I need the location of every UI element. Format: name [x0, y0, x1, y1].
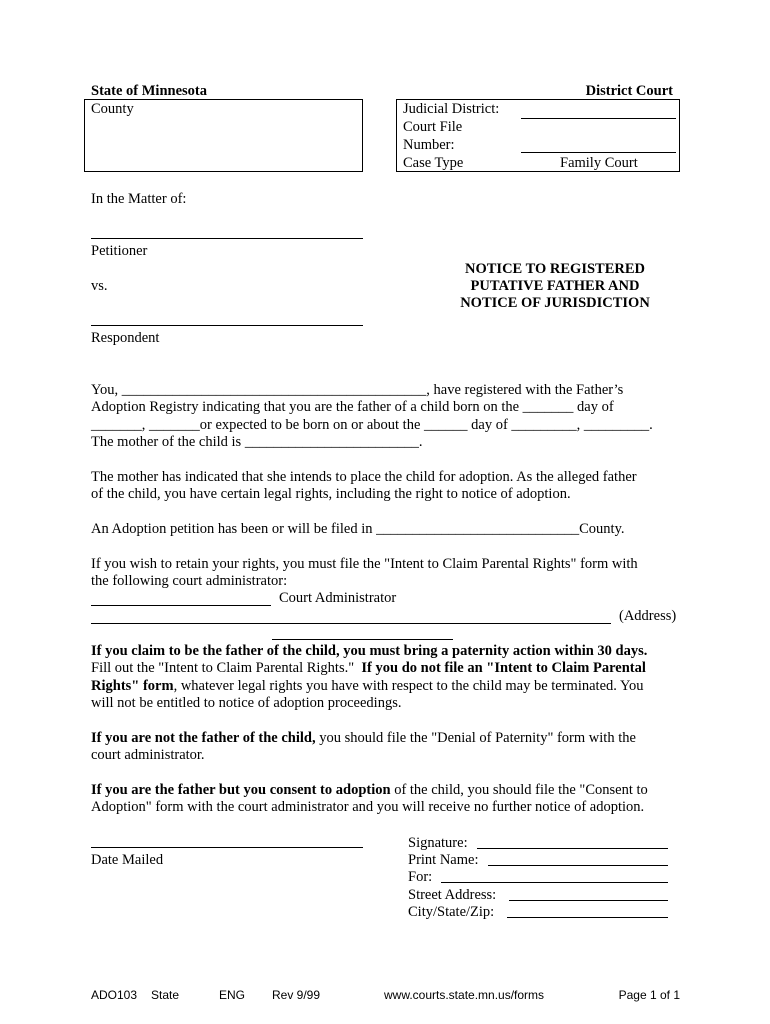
print-name-label: Print Name:: [408, 852, 479, 868]
number-label: Number:: [403, 137, 455, 153]
intent-claim-warning: If you do not file an "Intent to Claim Parental: [361, 660, 646, 676]
rights-terminated-text: , whatever legal rights you have with respect to the child may be terminated. You: [173, 678, 644, 694]
consent-text: of the child, you should file the "Consent to: [390, 782, 648, 798]
court-address-field[interactable]: [91, 623, 611, 624]
retain-rights-line-2: the following court administrator:: [91, 573, 288, 589]
state-heading: State of Minnesota: [91, 83, 207, 99]
form-code: ADO103: [91, 988, 138, 1002]
in-the-matter-label: In the Matter of:: [91, 191, 187, 207]
county-label: County: [91, 101, 134, 117]
intent-claim-line: [91, 660, 646, 677]
print-name-field[interactable]: [488, 865, 668, 866]
case-type-label: Case Type: [403, 155, 464, 171]
vs-label: vs.: [91, 278, 108, 294]
footer-url[interactable]: www.courts.state.mn.us/forms: [384, 988, 545, 1002]
for-field[interactable]: [441, 882, 668, 883]
judicial-district-field[interactable]: [521, 118, 676, 119]
consent-condition: If you are the father but you consent to adoption: [91, 782, 391, 798]
paternity-action-warning: If you claim to be the father of the child, you must bring a paternity action within 30 days.: [91, 643, 648, 659]
consent-line: [91, 782, 648, 799]
rights-terminated-line: [91, 678, 643, 695]
city-state-zip-label: City/State/Zip:: [408, 904, 495, 920]
footer-language: ENG: [219, 988, 246, 1002]
registry-text-line-1: You, __________________________________________, have registered with the Father’s: [91, 382, 624, 398]
petitioner-label: Petitioner: [91, 243, 148, 259]
court-administrator-label: Court Administrator: [279, 590, 397, 606]
registry-text-line-4: The mother of the child is ________________________.: [91, 434, 423, 450]
respondent-name-field[interactable]: [91, 325, 363, 326]
consent-line-2: Adoption" form with the court administrator and you will receive no further notice of adoption.: [91, 799, 645, 815]
page-number: Page 1 of 1: [618, 988, 680, 1002]
court-file-label: Court File: [403, 119, 463, 135]
date-mailed-field[interactable]: [91, 847, 363, 848]
signature-label: Signature:: [408, 835, 468, 851]
extra-blank-line[interactable]: [272, 639, 453, 640]
denial-paternity-text: you should file the "Denial of Paternity" form with the: [315, 730, 636, 746]
street-address-field[interactable]: [509, 900, 668, 901]
no-notice-text: will not be entitled to notice of adoption proceedings.: [91, 695, 402, 711]
street-address-label: Street Address:: [408, 887, 497, 903]
mother-intent-line-1: The mother has indicated that she intends to place the child for adoption. As the alleged father: [91, 469, 637, 485]
date-mailed-label: Date Mailed: [91, 852, 164, 868]
respondent-label: Respondent: [91, 330, 160, 346]
footer-revision: Rev 9/99: [272, 988, 321, 1002]
judicial-district-label: Judicial District:: [403, 101, 500, 117]
registry-text-line-3: _______, _______or expected to be born on or about the ______ day of _________, _________.: [91, 417, 653, 433]
rights-form-label: Rights" form: [91, 678, 174, 694]
court-heading: District Court: [585, 83, 673, 99]
not-father-line-2: court administrator.: [91, 747, 205, 763]
title-line-3: NOTICE OF JURISDICTION: [460, 295, 650, 311]
petitioner-name-field[interactable]: [91, 238, 363, 239]
title-line-1: NOTICE TO REGISTERED: [465, 261, 645, 277]
adoption-petition-county-text: An Adoption petition has been or will be filed in ____________________________County.: [91, 521, 625, 537]
not-father-condition: If you are not the father of the child,: [91, 730, 316, 746]
court-administrator-name-field[interactable]: [91, 605, 271, 606]
footer-jurisdiction: State: [151, 988, 180, 1002]
court-info-box: [396, 99, 680, 172]
court-file-number-field[interactable]: [521, 152, 676, 153]
not-father-line: [91, 730, 636, 747]
title-line-2: PUTATIVE FATHER AND: [470, 278, 640, 294]
county-box: [84, 99, 363, 172]
for-label: For:: [408, 869, 433, 885]
registry-text-line-2: Adoption Registry indicating that you are the father of a child born on the _______ day of: [91, 399, 614, 415]
mother-intent-line-2: of the child, you have certain legal rights, including the right to notice of adoption.: [91, 486, 571, 502]
case-type-value: Family Court: [560, 155, 638, 171]
intent-claim-instruction: Fill out the "Intent to Claim Parental Rights.": [91, 660, 355, 676]
signature-field[interactable]: [477, 848, 668, 849]
city-state-zip-field[interactable]: [507, 917, 668, 918]
retain-rights-line-1: If you wish to retain your rights, you must file the "Intent to Claim Parental Rights" form with: [91, 556, 638, 572]
address-label: (Address): [619, 608, 677, 624]
